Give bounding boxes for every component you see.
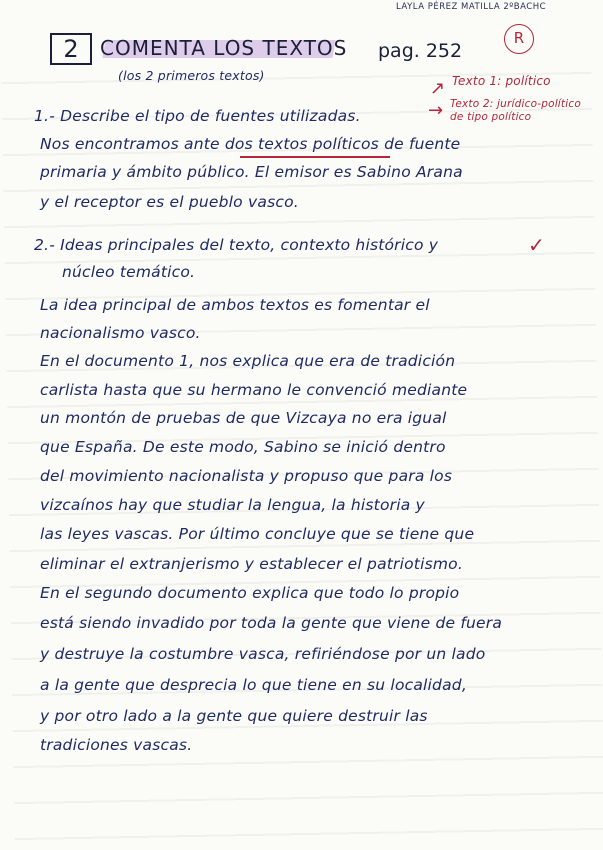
page-title: COMENTA LOS TEXTOS — [100, 36, 348, 60]
arrow-icon: → — [428, 100, 444, 121]
answer-line: que España. De este modo, Sabino se inició dentro — [40, 438, 446, 456]
grade-mark: R — [504, 24, 534, 54]
answer-line: primaria y ámbito público. El emisor es Sabino Arana — [40, 163, 463, 181]
answer-line: del movimiento nacionalista y propuso que para los — [40, 467, 453, 485]
answer-line: y destruye la costumbre vasca, refiriéndose por un lado — [40, 645, 486, 663]
page-reference: pag. 252 — [378, 40, 463, 62]
answer-line: un montón de pruebas de que Vizcaya no era igual — [40, 409, 447, 427]
answer-line: y por otro lado a la gente que quiere destruir las — [40, 707, 428, 725]
answer-line: En el segundo documento explica que todo lo propio — [40, 584, 460, 602]
margin-note-text2: Texto 2: jurídico-político de tipo político — [450, 98, 581, 123]
answer-line: nacionalismo vasco. — [40, 324, 201, 342]
answer-line: está siendo invadido por toda la gente que viene de fuera — [40, 614, 503, 632]
answer-line: vizcaínos hay que studiar la lengua, la historia y — [40, 496, 425, 514]
question-2: 2.- Ideas principales del texto, contexto histórico y — [34, 236, 439, 254]
red-underline — [240, 156, 390, 158]
answer-line: En el documento 1, nos explica que era de tradición — [40, 352, 456, 370]
question-2-continued: núcleo temático. — [62, 263, 196, 281]
answer-line: carlista hasta que su hermano le convenció mediante — [40, 381, 468, 399]
answer-line: tradiciones vascas. — [40, 736, 193, 754]
answer-line: a la gente que desprecia lo que tiene en su localidad, — [40, 676, 467, 694]
exercise-number: 2 — [50, 33, 92, 65]
answer-line: y el receptor es el pueblo vasco. — [40, 193, 299, 211]
answer-line: Nos encontramos ante dos textos políticos de fuente — [40, 135, 461, 153]
arrow-icon: ↗ — [430, 78, 446, 99]
margin-note-text1: Texto 1: político — [452, 74, 551, 88]
question-1: 1.- Describe el tipo de fuentes utilizadas. — [34, 107, 361, 125]
answer-line: La idea principal de ambos textos es fomentar el — [40, 296, 430, 314]
subtitle: (los 2 primeros textos) — [118, 68, 265, 83]
answer-line: las leyes vascas. Por último concluye que se tiene que — [40, 525, 475, 543]
author-name: LAYLA PÉREZ MATILLA 2ºBACHC — [396, 2, 547, 12]
check-icon: ✓ — [528, 233, 545, 257]
answer-line: eliminar el extranjerismo y establecer el patriotismo. — [40, 555, 463, 573]
